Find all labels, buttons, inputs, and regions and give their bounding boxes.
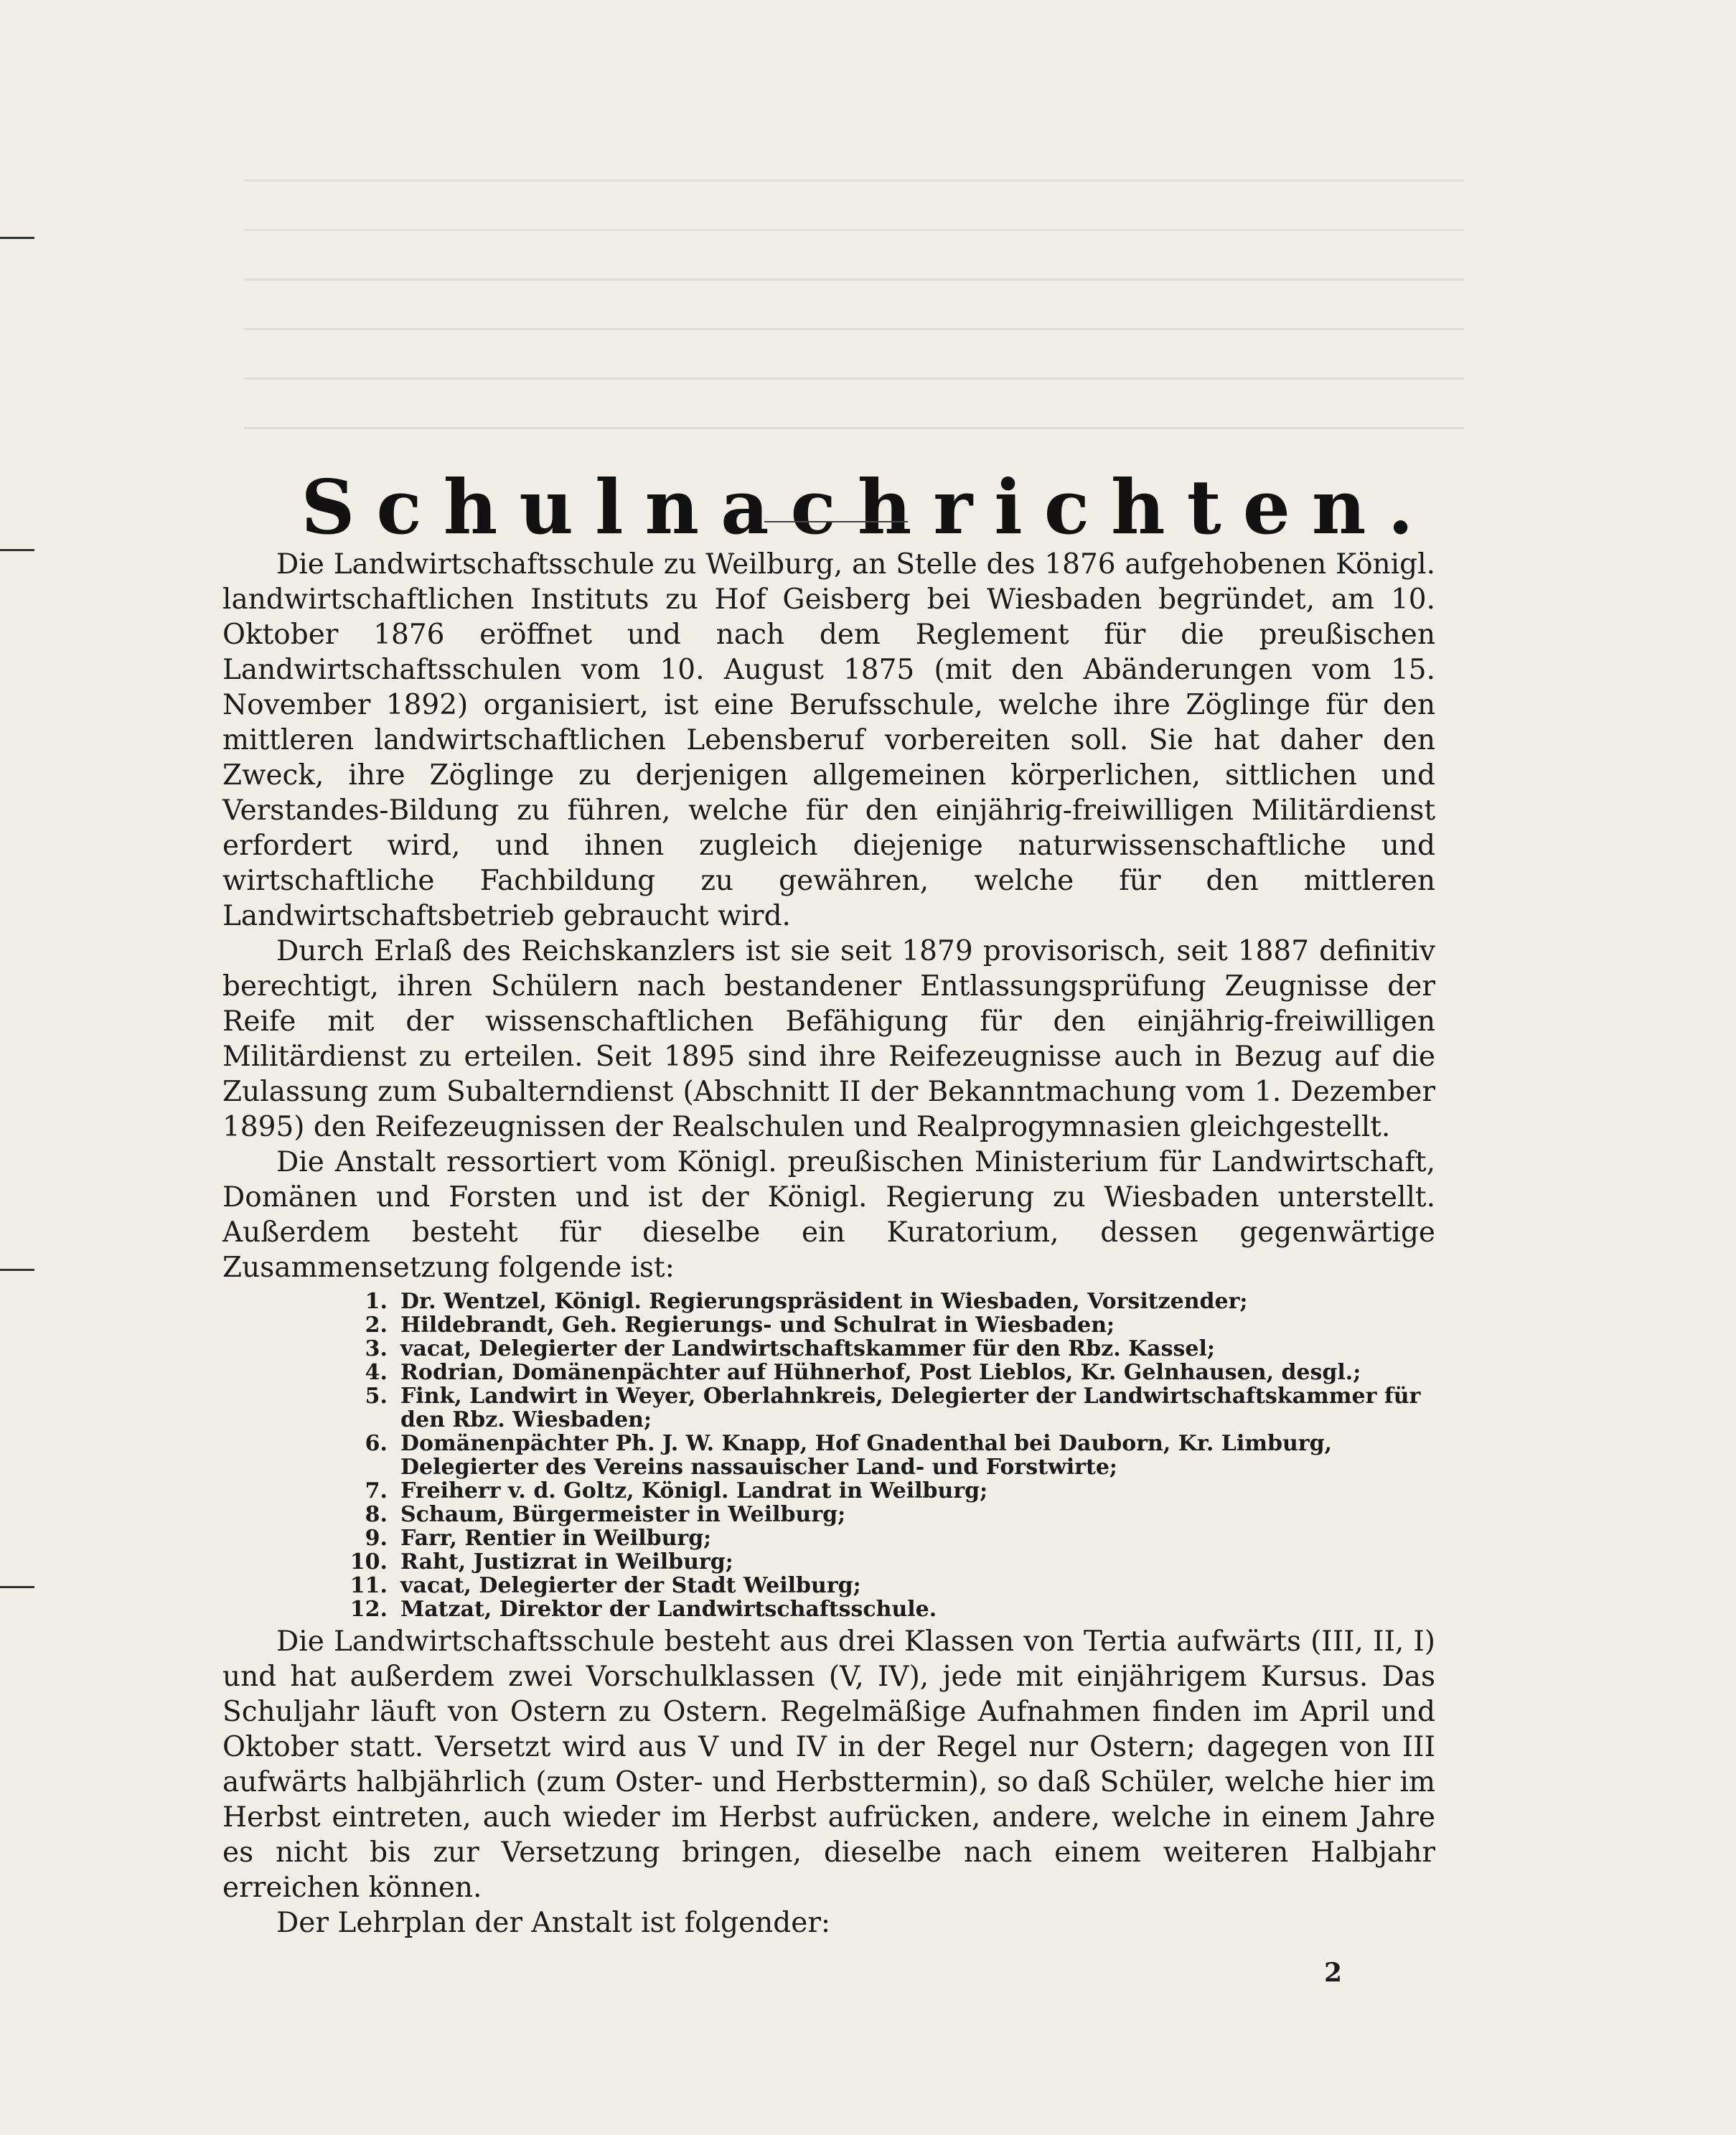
list-text: Schaum, Bürgermeister in Weilburg; [400,1502,846,1527]
list-item [348,1432,1435,1479]
page-number: 2 [1324,1958,1343,1988]
title-divider [764,521,908,522]
list-item [348,1313,1435,1337]
list-number: 12. [349,1597,388,1622]
list-text: Hildebrandt, Geh. Regierungs- und Schulrat in Wiesbaden; [400,1313,1115,1338]
list-number: 3. [365,1336,388,1361]
list-text: Matzat, Direktor der Landwirtschaftsschule. [400,1597,937,1622]
list-item [348,1526,1435,1550]
margin-mark [0,237,34,239]
list-item [348,1503,1435,1526]
list-item [348,1337,1435,1361]
list-item [348,1384,1435,1432]
list-text: Freiherr v. d. Goltz, Königl. Landrat in Weilburg; [400,1478,988,1503]
list-number: 4. [365,1360,388,1385]
list-number: 6. [365,1431,388,1456]
list-item [348,1361,1435,1384]
paragraph: Die Landwirtschaftsschule besteht aus drei Klassen von Tertia aufwärts (III, II, I) und hat außerdem zwei Vorschulklassen (V, IV), jede mit einjährigem Kursus. Das Schuljahr läuft von Ostern zu Ostern. Regelmäßige Aufnahmen finden im April und Oktober statt. Versetzt wird aus V und IV in der Regel nur Ostern; dagegen von III aufwärts halbjährlich (zum Oster- und Herbsttermin), so daß Schüler, welche hier im Herbst eintreten, auch wieder im Herbst aufrücken, andere, welche in einem Jahre es nicht bis zur Versetzung bringen, dieselbe nach einem weiteren Halbjahr erreichen können. [222,1625,1435,1904]
paragraph: Durch Erlaß des Reichskanzlers ist sie seit 1879 provisorisch, seit 1887 definitiv berechtigt, ihren Schülern nach bestandener Entlassungsprüfung Zeugnisse der Reife mit der wissenschaftlichen Befähigung für den einjährig-freiwilligen Militärdienst zu erteilen. Seit 1895 sind ihre Reifezeugnisse auch in Bezug auf die Zulassung zum Subalterndienst (Abschnitt II der Bekanntmachung vom 1. Dezember 1895) den Reifezeugnissen der Realschulen und Realprogymnasien gleichgestellt. [222,935,1435,1143]
list-text: Fink, Landwirt in Weyer, Oberlahnkreis, Delegierter der Landwirtschaftskammer für den Rbz. Wiesbaden; [400,1384,1421,1432]
list-text: vacat, Delegierter der Stadt Weilburg; [400,1573,861,1598]
paragraph: Die Landwirtschaftsschule zu Weilburg, an Stelle des 1876 aufgehobenen Königl. landwirtschaftlichen Instituts zu Hof Geisberg bei Wiesbaden begründet, am 10. Oktober 1876 eröffnet und nach dem Reglement für die preußischen Landwirtschaftsschulen vom 10. August 1875 (mit den Abänderungen vom 15. November 1892) organisiert, ist eine Berufsschule, welche ihre Zöglinge für den mittleren landwirtschaftlichen Lebensberuf vorbereiten soll. Sie hat daher den Zweck, ihre Zöglinge zu derjenigen allgemeinen körperlichen, sittlichen und Verstandes-Bildung zu führen, welche für den einjährig-freiwilligen Militärdienst erfordert wird, und ihnen zugleich diejenige naturwissenschaftliche und wirtschaftliche Fachbildung zu gewähren, welche für den mittleren Landwirtschaftsbetrieb gebraucht wird. [222,548,1435,932]
margin-mark [0,1586,34,1588]
list-number: 11. [349,1573,388,1598]
list-number: 10. [349,1549,388,1575]
body-text [222,547,1435,1941]
paragraph: Der Lehrplan der Anstalt ist folgender: [276,1907,831,1939]
list-item [348,1479,1435,1503]
list-item [348,1597,1435,1621]
list-item [348,1574,1435,1597]
paragraph: Die Anstalt ressortiert vom Königl. preußischen Ministerium für Landwirtschaft, Domänen und Forsten und ist der Königl. Regierung zu Wiesbaden unterstellt. Außerdem besteht für dieselbe ein Kuratorium, dessen gegenwärtige Zusammensetzung folgende ist: [222,1146,1435,1284]
kuratorium-list [348,1290,1435,1621]
list-number: 9. [365,1526,388,1551]
list-text: vacat, Delegierter der Landwirtschaftskammer für den Rbz. Kassel; [400,1336,1215,1361]
list-number: 2. [365,1313,388,1338]
margin-mark [0,1269,34,1271]
list-number: 5. [365,1384,388,1409]
list-item [348,1290,1435,1313]
list-number: 1. [365,1289,388,1314]
list-item [348,1550,1435,1574]
list-number: 7. [365,1478,388,1503]
list-text: Domänenpächter Ph. J. W. Knapp, Hof Gnadenthal bei Dauborn, Kr. Limburg, Delegierter des Vereins nassauischer Land- und Forstwirte; [400,1431,1333,1480]
list-text: Farr, Rentier in Weilburg; [400,1526,712,1551]
list-text: Rodrian, Domänenpächter auf Hühnerhof, Post Lieblos, Kr. Gelnhausen, desgl.; [400,1360,1361,1385]
list-text: Dr. Wentzel, Königl. Regierungspräsident in Wiesbaden, Vorsitzender; [400,1289,1248,1314]
page-title: Schulnachrichten. [301,462,1435,551]
list-text: Raht, Justizrat in Weilburg; [400,1549,733,1575]
list-number: 8. [365,1502,388,1527]
